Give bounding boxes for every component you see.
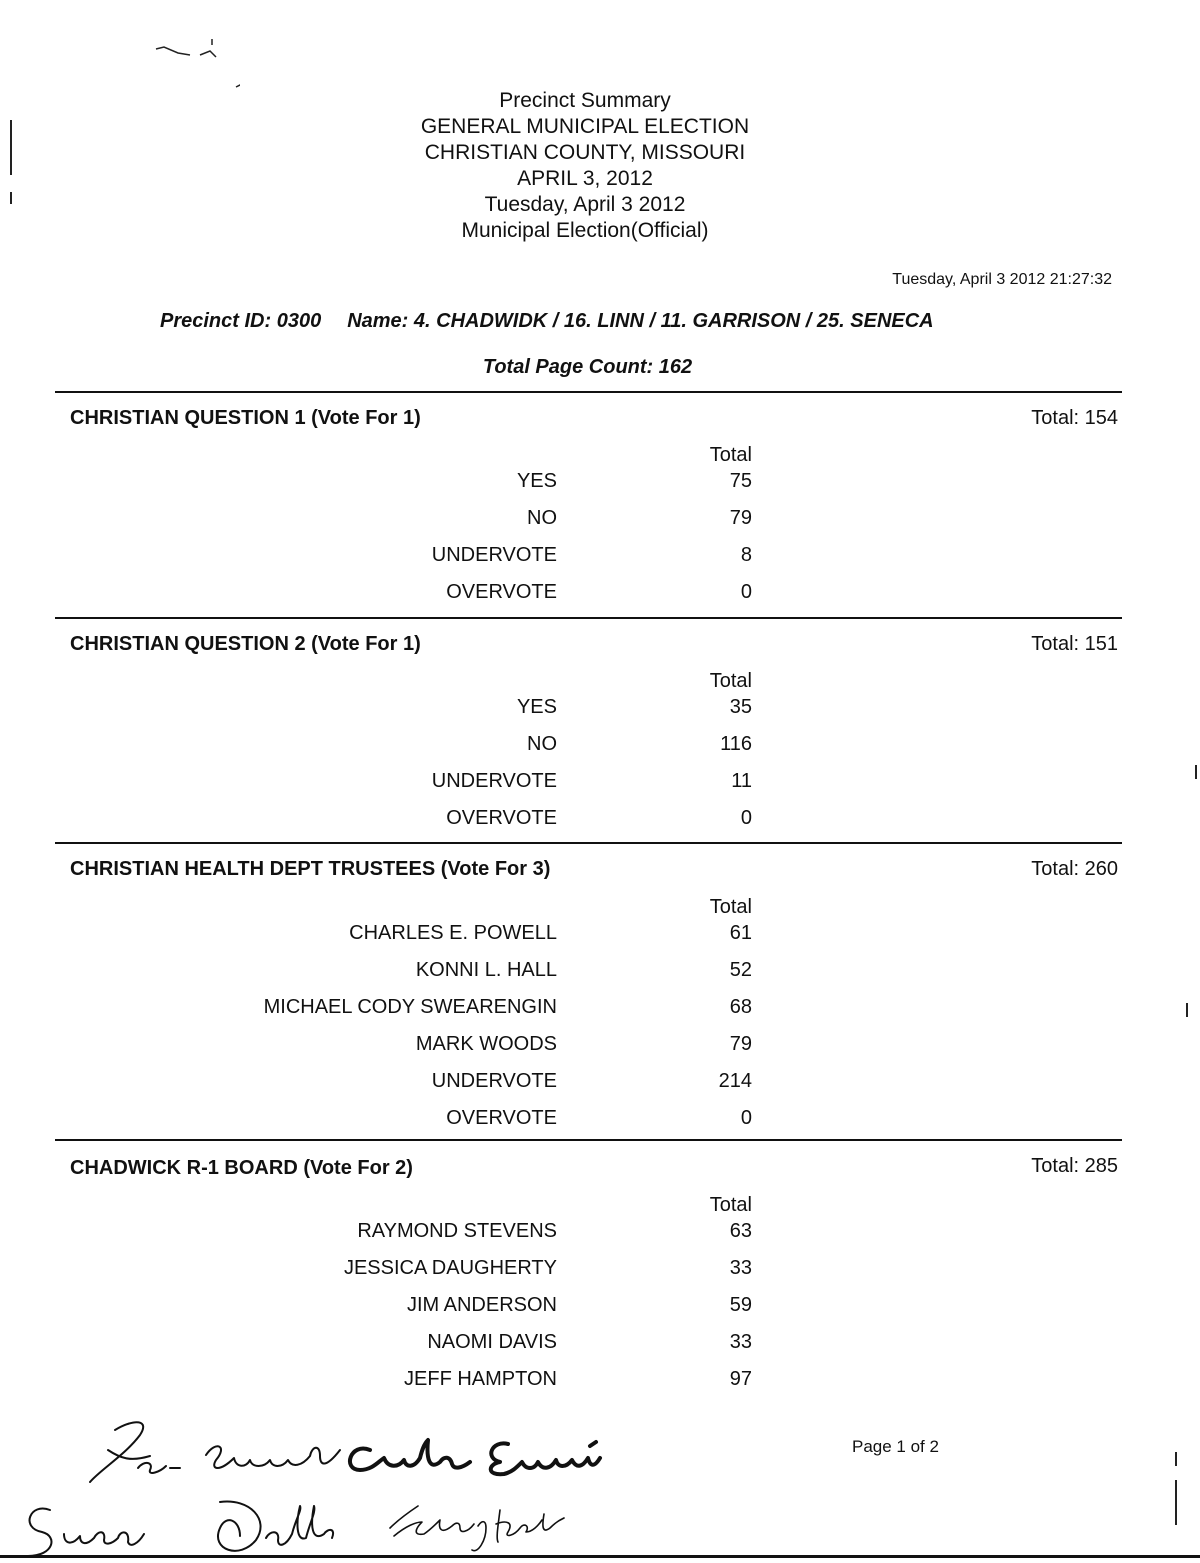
choice-votes: 79 xyxy=(729,507,752,529)
choice-label: CHARLES E. POWELL xyxy=(349,922,557,944)
choice-votes: 61 xyxy=(729,922,752,944)
signature-carla-evans xyxy=(350,1440,600,1474)
race-title: CHRISTIAN QUESTION 1 (Vote For 1) xyxy=(70,407,421,429)
choice-label: OVERVOTE xyxy=(446,581,557,603)
report-timestamp: Tuesday, April 3 2012 21:27:32 xyxy=(892,271,1112,288)
choice-label: UNDERVOTE xyxy=(431,544,557,566)
signature-lori-russell xyxy=(90,1422,340,1482)
scan-artifact xyxy=(1175,1452,1177,1466)
choice-votes: 68 xyxy=(729,996,752,1018)
choice-votes: 35 xyxy=(729,696,752,718)
precinct-info xyxy=(160,310,934,333)
choice-label: JEFF HAMPTON xyxy=(404,1368,557,1390)
choice-label: YES xyxy=(516,470,557,492)
scan-artifact xyxy=(10,120,12,175)
precinct-id: Precinct ID: 0300 xyxy=(160,310,322,332)
signatures xyxy=(20,1410,640,1560)
report-title: Precinct Summary xyxy=(499,89,671,112)
race-total: Total: 154 xyxy=(1031,407,1118,429)
choice-label: RAYMOND STEVENS xyxy=(357,1220,557,1242)
choice-votes: 79 xyxy=(729,1033,752,1055)
page-number: Page 1 of 2 xyxy=(852,1437,939,1456)
choice-votes: 0 xyxy=(740,1107,752,1129)
choice-label: NAOMI DAVIS xyxy=(427,1331,557,1353)
choice-label: OVERVOTE xyxy=(446,1107,557,1129)
race-total: Total: 151 xyxy=(1031,633,1118,655)
column-header: Total xyxy=(709,1194,752,1216)
scan-artifact xyxy=(150,35,240,95)
choice-votes: 33 xyxy=(729,1257,752,1279)
choice-votes: 116 xyxy=(720,733,752,755)
choice-votes: 214 xyxy=(718,1070,752,1092)
choice-label: JIM ANDERSON xyxy=(406,1294,557,1316)
choice-votes: 8 xyxy=(740,544,752,566)
race-title: CHADWICK R-1 BOARD (Vote For 2) xyxy=(70,1157,413,1179)
choice-votes: 75 xyxy=(729,470,752,492)
choice-votes: 33 xyxy=(729,1331,752,1353)
signature-kelsey-hook xyxy=(390,1506,564,1551)
scan-artifact xyxy=(1186,1003,1188,1017)
column-header: Total xyxy=(709,670,752,692)
choice-label: UNDERVOTE xyxy=(431,1070,557,1092)
choice-label: MARK WOODS xyxy=(415,1033,557,1055)
page-bottom-edge xyxy=(0,1555,1200,1558)
scan-artifact xyxy=(1195,765,1197,779)
choice-label: OVERVOTE xyxy=(446,807,557,829)
signature-susan-dallas xyxy=(28,1502,333,1556)
column-header: Total xyxy=(709,896,752,918)
race-total: Total: 285 xyxy=(1031,1155,1118,1177)
choice-label: YES xyxy=(516,696,557,718)
section-divider xyxy=(55,391,1122,393)
choice-votes: 59 xyxy=(729,1294,752,1316)
election-date: APRIL 3, 2012 xyxy=(517,167,653,190)
choice-votes: 11 xyxy=(731,770,752,792)
document-header xyxy=(0,88,1170,244)
choice-votes: 63 xyxy=(729,1220,752,1242)
total-page-count: Total Page Count: 162 xyxy=(482,356,693,378)
county-name: CHRISTIAN COUNTY, MISSOURI xyxy=(424,141,746,164)
column-header: Total xyxy=(709,444,752,466)
election-type: Municipal Election(Official) xyxy=(461,219,709,242)
section-divider xyxy=(55,1139,1122,1141)
race-title: CHRISTIAN HEALTH DEPT TRUSTEES (Vote For 3) xyxy=(70,858,551,880)
scan-artifact xyxy=(10,192,12,204)
election-name: GENERAL MUNICIPAL ELECTION xyxy=(420,115,750,138)
section-divider xyxy=(55,842,1122,844)
choice-votes: 97 xyxy=(729,1368,752,1390)
race-title: CHRISTIAN QUESTION 2 (Vote For 1) xyxy=(70,633,421,655)
scan-artifact xyxy=(1175,1480,1177,1525)
choice-votes: 0 xyxy=(740,581,752,603)
choice-label: MICHAEL CODY SWEARENGIN xyxy=(263,996,557,1018)
race-total: Total: 260 xyxy=(1031,858,1118,880)
election-day: Tuesday, April 3 2012 xyxy=(484,193,686,216)
choice-label: JESSICA DAUGHERTY xyxy=(343,1257,557,1279)
section-divider xyxy=(55,617,1122,619)
choice-label: UNDERVOTE xyxy=(431,770,557,792)
choice-label: NO xyxy=(527,507,557,529)
choice-votes: 0 xyxy=(740,807,752,829)
choice-votes: 52 xyxy=(729,959,752,981)
choice-label: NO xyxy=(527,733,557,755)
precinct-name: Name: 4. CHADWIDK / 16. LINN / 11. GARRISON / 25. SENECA xyxy=(347,310,934,332)
choice-label: KONNI L. HALL xyxy=(415,959,557,981)
